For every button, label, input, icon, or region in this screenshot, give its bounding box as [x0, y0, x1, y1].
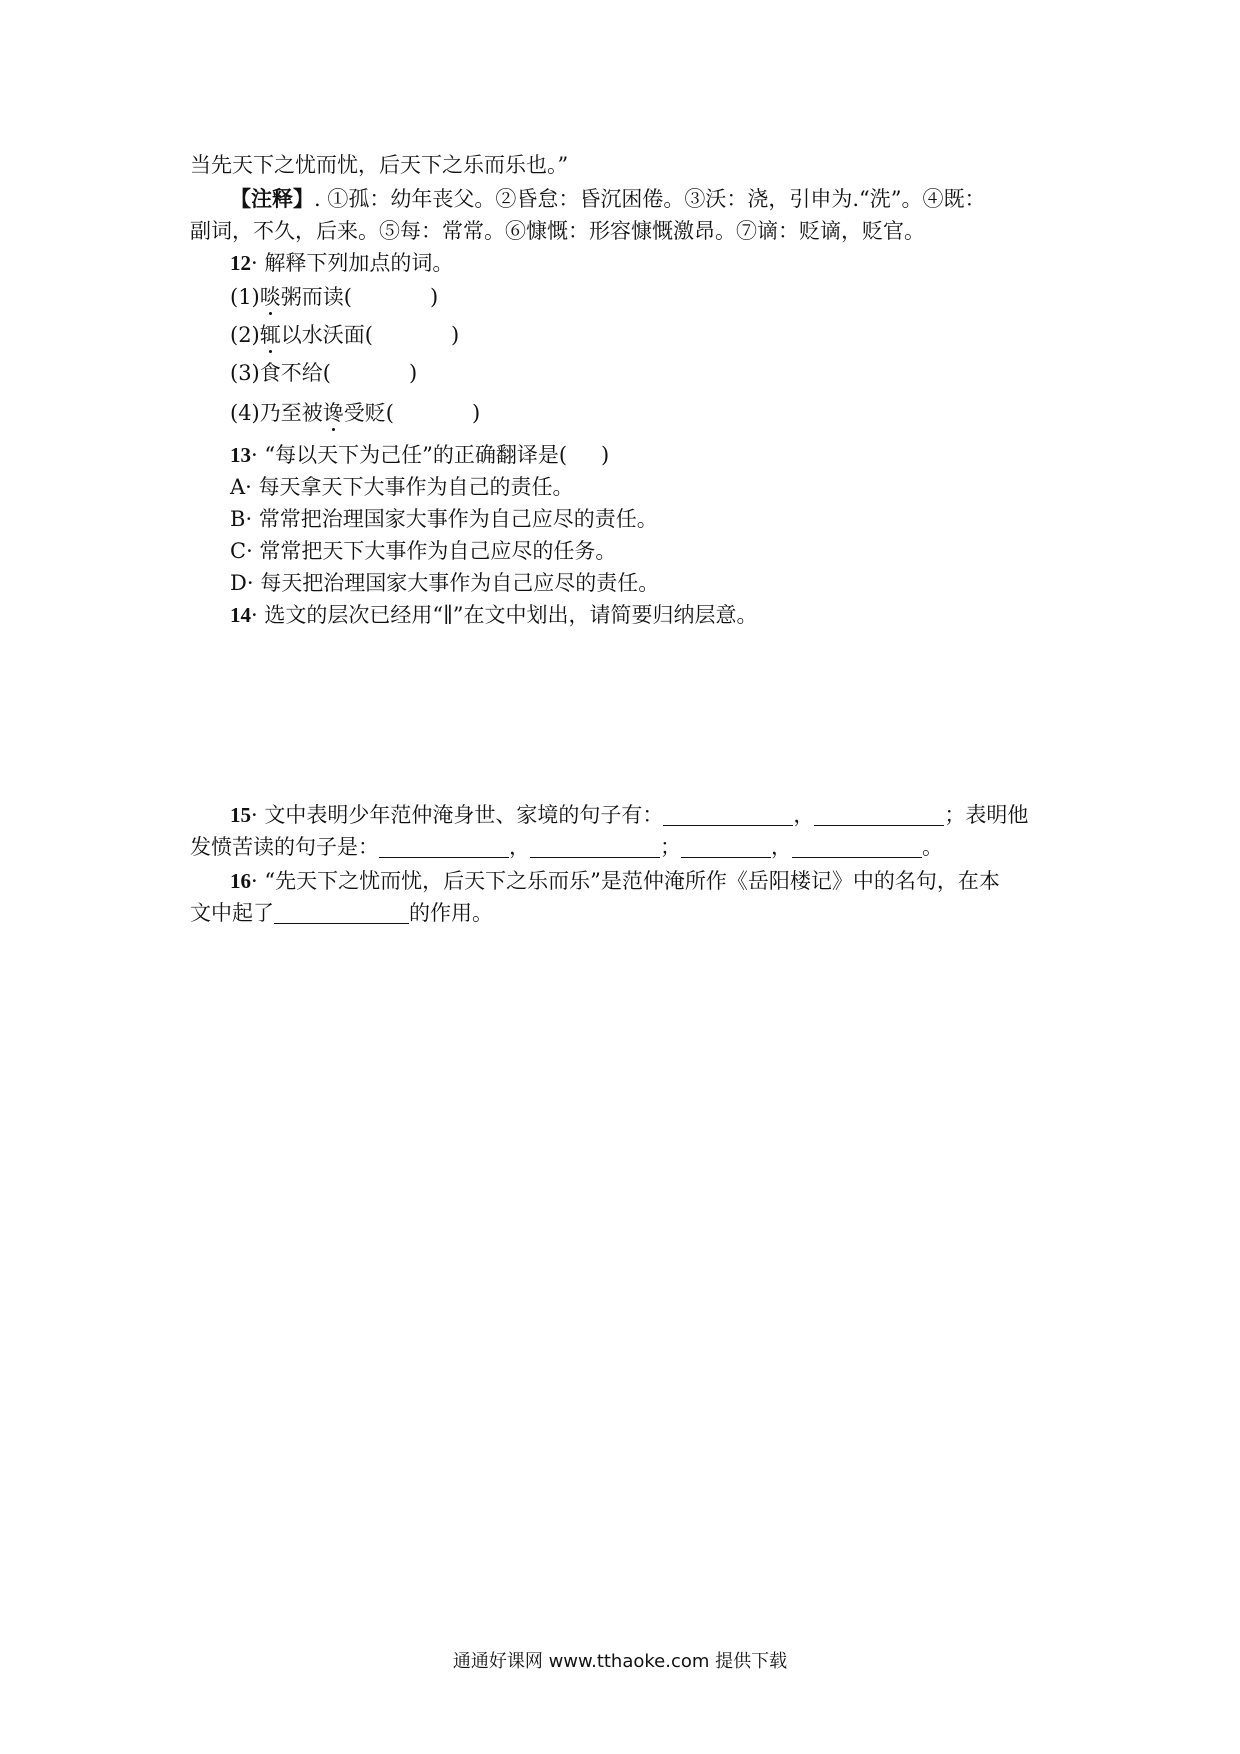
answer-blank[interactable] — [681, 835, 771, 858]
question-number: 16 — [230, 869, 251, 893]
item-text: 以水沃面( — [280, 323, 373, 347]
question-text: ；表明他 — [944, 803, 1029, 827]
item-prefix: (3) — [230, 361, 260, 385]
answer-blank[interactable] — [814, 803, 944, 826]
answer-paren-close: ) — [450, 323, 460, 347]
punctuation: ， — [793, 803, 815, 827]
question-16-line-1 — [230, 866, 1000, 896]
item-prefix: (1) — [230, 285, 260, 309]
question-16-line-2 — [190, 898, 493, 928]
text-line-closing-quote: 当先天下之忧而忧，后天下之乐而乐也。” — [190, 153, 569, 177]
question-text: · 解释下列加点的词。 — [251, 251, 454, 275]
option-key: B — [230, 507, 246, 531]
q13-option-a — [230, 472, 574, 502]
answer-blank[interactable] — [530, 835, 660, 858]
q12-item-3 — [230, 358, 417, 388]
question-text: · 选文的层次已经用“∥”在文中划出，请简要归纳层意。 — [251, 603, 758, 627]
answer-paren-close: ) — [471, 401, 481, 425]
q12-item-4 — [230, 398, 480, 428]
option-key: D — [230, 571, 247, 595]
q12-item-1 — [230, 282, 438, 312]
question-text: · “先天下之忧而忧，后天下之乐而乐”是范仲淹所作《岳阳楼记》中的名句，在本 — [251, 869, 1000, 893]
q13-option-b — [230, 504, 658, 534]
question-15-line-1 — [230, 800, 1028, 830]
notes-line-1 — [230, 184, 986, 214]
answer-paren-close: ) — [408, 361, 418, 385]
question-text: · “每以天下为己任”的正确翻译是( — [251, 443, 568, 467]
answer-paren-close: ) — [429, 285, 439, 309]
question-number: 12 — [230, 251, 251, 275]
punctuation: 。 — [922, 835, 943, 859]
dotted-word: 辄 — [259, 323, 281, 347]
question-12 — [230, 248, 453, 278]
question-number: 14 — [230, 603, 251, 627]
question-number: 15 — [230, 803, 251, 827]
item-text: 受贬( — [343, 401, 394, 425]
answer-blank[interactable] — [663, 803, 793, 826]
question-13 — [230, 440, 609, 470]
answer-blank[interactable] — [792, 835, 922, 858]
punctuation: ， — [509, 835, 530, 859]
answer-blank[interactable] — [379, 835, 509, 858]
item-text: 食不给( — [259, 361, 331, 385]
question-text: 发愤苦读的句子是： — [190, 835, 379, 859]
page-footer: 通通好课网 www.tthaoke.com 提供下载 — [452, 1651, 788, 1672]
item-prefix: (2) — [230, 323, 260, 347]
question-text: · 文中表明少年范仲淹身世、家境的句子有： — [251, 803, 664, 827]
question-text: 的作用。 — [409, 901, 493, 925]
punctuation: ； — [660, 835, 681, 859]
option-text: · 每天把治理国家大事作为自己应尽的责任。 — [246, 571, 660, 595]
question-15-line-2 — [190, 832, 943, 862]
option-text: · 常常把天下大事作为自己应尽的任务。 — [246, 539, 617, 563]
answer-blank[interactable] — [274, 901, 409, 924]
punctuation: ， — [771, 835, 792, 859]
option-text: · 每天拿天下大事作为自己的责任。 — [245, 475, 574, 499]
question-14 — [230, 600, 758, 630]
notes-label: 【注释】 — [230, 186, 314, 211]
notes-line-2: 副词，不久，后来。⑤每：常常。⑥慷慨：形容慷慨激昂。⑦谪：贬谪，贬官。 — [190, 219, 925, 243]
answer-paren-close: ) — [601, 443, 610, 467]
q13-option-d — [230, 568, 659, 598]
item-prefix: (4)乃至被 — [230, 401, 323, 425]
option-text: · 常常把治理国家大事作为自己应尽的责任。 — [245, 507, 658, 531]
question-text: 文中起了 — [190, 901, 274, 925]
option-key: C — [230, 539, 247, 563]
question-number: 13 — [230, 443, 251, 467]
dotted-word: 啖 — [259, 285, 281, 309]
q12-item-2 — [230, 320, 459, 350]
notes-text-1: . ①孤：幼年丧父。②昏怠：昏沉困倦。③沃：浇，引申为.“洗”。④既： — [314, 187, 986, 211]
item-text: 粥而读( — [280, 285, 352, 309]
dotted-word: 谗 — [322, 401, 344, 425]
option-key: A — [230, 475, 246, 499]
q13-option-c — [230, 536, 616, 566]
